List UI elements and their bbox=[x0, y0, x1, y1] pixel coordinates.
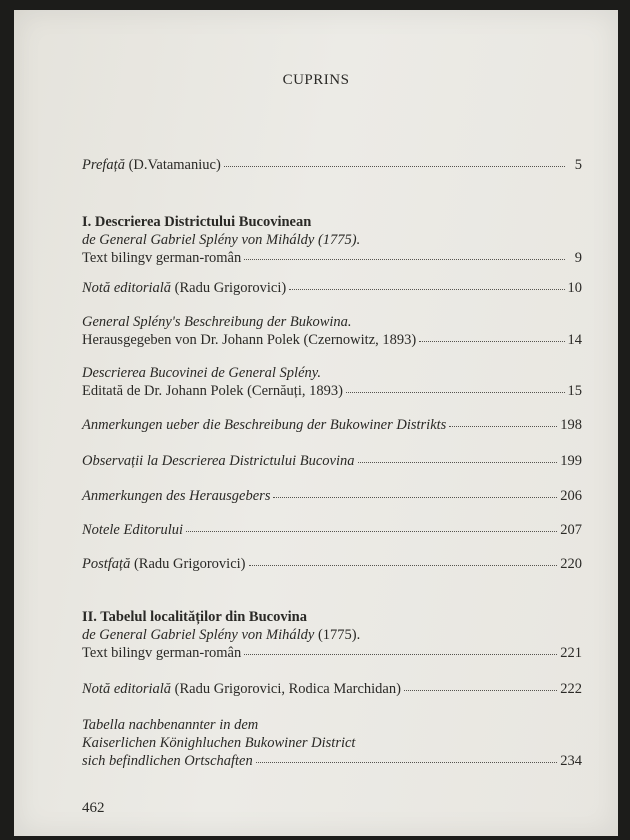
entry-title: Prefață bbox=[82, 157, 125, 173]
entry-page: 5 bbox=[574, 157, 582, 173]
toc-entry-anmerkungen-distrikts bbox=[82, 416, 582, 434]
entry-subtitle: Herausgegeben von Dr. Johann Polek (Czernowitz, 1893) bbox=[82, 332, 417, 348]
toc-entry-tabella bbox=[82, 716, 582, 770]
toc-section-1 bbox=[82, 213, 582, 267]
entry-page: 207 bbox=[560, 522, 582, 538]
page-number: 462 bbox=[82, 800, 105, 816]
entry-title-line-3: sich befindlichen Ortschaften bbox=[82, 753, 253, 769]
entry-title: Postfață bbox=[82, 556, 131, 572]
entry-title: Notele Editorului bbox=[82, 522, 184, 538]
section-heading: II. Tabelul localităților din Bucovina bbox=[82, 609, 307, 625]
book-page bbox=[14, 10, 618, 836]
toc-entry-nota-2 bbox=[82, 680, 582, 698]
toc-entry-notele-editorului bbox=[82, 521, 582, 539]
entry-page: 9 bbox=[574, 250, 582, 266]
entry-page: 234 bbox=[560, 753, 582, 769]
entry-author: (Radu Grigorovici) bbox=[171, 280, 287, 296]
toc-entry-anmerkungen-herausgebers bbox=[82, 487, 582, 505]
entry-author: (Radu Grigorovici) bbox=[130, 556, 246, 572]
entry-title: Descrierea Bucovinei de General Splény. bbox=[82, 365, 322, 381]
entry-title-line-2: Kaiserlichen Könighluchen Bukowiner District bbox=[82, 735, 356, 751]
section-subtitle: de General Gabriel Splény von Miháldy bbox=[82, 627, 315, 643]
toc-section-2 bbox=[82, 608, 582, 662]
entry-title: General Splény's Beschreibung der Bukowina. bbox=[82, 314, 352, 330]
section-subtitle: de General Gabriel Splény von Miháldy (1775). bbox=[82, 232, 361, 248]
entry-page: 222 bbox=[560, 681, 582, 697]
entry-page: 198 bbox=[560, 417, 582, 433]
toc-entry-prefata bbox=[82, 156, 582, 174]
entry-title: Anmerkungen ueber die Beschreibung der Bukowiner Distrikts bbox=[82, 417, 447, 433]
entry-author: (Radu Grigorovici, Rodica Marchidan) bbox=[171, 681, 401, 697]
entry-subtitle: Editată de Dr. Johann Polek (Cernăuți, 1893) bbox=[82, 383, 343, 399]
section-heading: I. Descrierea Districtului Bucovinean bbox=[82, 214, 312, 230]
toc-entry-spleny-beschreibung bbox=[82, 313, 582, 349]
entry-page: 220 bbox=[560, 556, 582, 572]
entry-page: 206 bbox=[560, 488, 582, 504]
entry-title: Text bilingv german-român bbox=[82, 645, 242, 661]
toc-entry-observatii bbox=[82, 452, 582, 470]
page-title: CUPRINS bbox=[282, 72, 350, 88]
entry-page: 15 bbox=[567, 383, 582, 399]
toc-entry-descrierea bbox=[82, 364, 582, 400]
entry-page: 199 bbox=[560, 453, 582, 469]
toc-entry-postfata bbox=[82, 555, 582, 573]
entry-page: 14 bbox=[567, 332, 582, 348]
entry-title: Anmerkungen des Herausgebers bbox=[82, 488, 271, 504]
entry-title: Notă editorială bbox=[82, 681, 172, 697]
entry-title: Text bilingv german-român bbox=[82, 250, 242, 266]
section-year: (1775). bbox=[314, 627, 361, 643]
toc-entry-nota-1 bbox=[82, 279, 582, 297]
entry-title-line-1: Tabella nachbenannter in dem bbox=[82, 717, 259, 733]
entry-page: 10 bbox=[567, 280, 582, 296]
entry-title: Notă editorială bbox=[82, 280, 172, 296]
entry-title: Observații la Descrierea Districtului Bucovina bbox=[82, 453, 355, 469]
entry-page: 221 bbox=[560, 645, 582, 661]
entry-author: (D.Vatamaniuc) bbox=[124, 157, 221, 173]
